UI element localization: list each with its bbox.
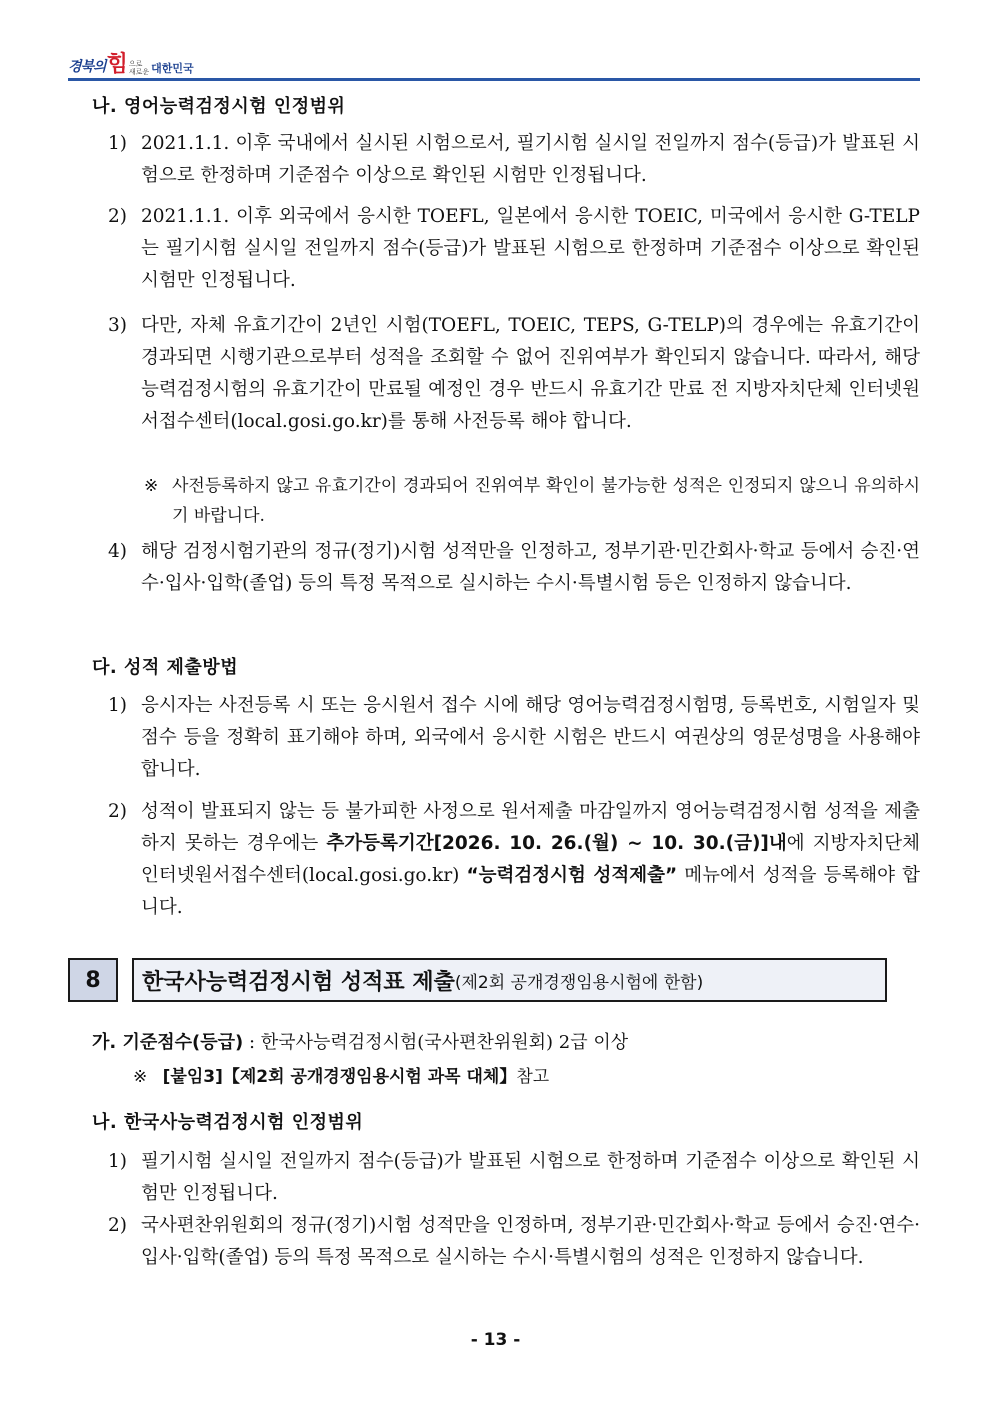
note-reference: [붙임3]【제2회 공개경쟁임용시험 과목 대체】	[162, 1067, 517, 1087]
section-heading-english-range: 나. 영어능력검정시험 인정범위	[92, 96, 346, 117]
section-heading-korean-history-range: 나. 한국사능력검정시험 인정범위	[92, 1112, 364, 1133]
list-item	[108, 310, 920, 438]
item-number: 1)	[108, 695, 127, 716]
note	[144, 471, 920, 531]
section-title	[132, 958, 887, 1002]
section-title-sub: (제2회 공개경쟁임용시험에 한함)	[454, 972, 704, 993]
logo-brand: 대한민국	[151, 62, 194, 75]
item-number: 1)	[108, 1151, 127, 1172]
section-8-header	[68, 958, 888, 1004]
item-number: 3)	[108, 315, 127, 336]
list-item	[108, 128, 920, 192]
item-text: 해당 검정시험기관의 정규(정기)시험 성적만을 인정하고, 정부기관·민간회사·학교 등에서 승진·연수·입사·입학(졸업) 등의 특정 목적으로 실시하는 수시·특별시험 등은 인정하지 않습니다.	[141, 541, 920, 594]
list-item	[108, 1210, 920, 1274]
criteria-heading: 가. 기준점수(등급)	[92, 1032, 244, 1053]
logo-small-2: 새로운	[128, 68, 150, 76]
logo-mark: 힘	[106, 52, 128, 77]
item-text: 응시자는 사전등록 시 또는 응시원서 접수 시에 해당 영어능력검정시험명, 등록번호, 시험일자 및 점수 등을 정확히 표기해야 하며, 외국에서 응시한 시험은 반드시 여권상의 영문성명을 사용해야 합니다.	[141, 695, 920, 780]
gyeongbuk-logo	[68, 50, 194, 76]
item-text-part: 에 지방자치단체 인터넷원서접수센터(local.gosi.go.kr)	[141, 833, 921, 886]
page-header	[68, 48, 920, 82]
list-item	[108, 201, 920, 297]
page-number: - 13 -	[470, 1330, 521, 1350]
logo-script: 경북의	[68, 59, 106, 75]
menu-name: “능력검정시험 성적제출”	[466, 865, 678, 886]
list-item	[108, 690, 920, 786]
item-text: 2021.1.1. 이후 국내에서 실시된 시험으로서, 필기시험 실시일 전일까지 점수(등급)가 발표된 시험으로 한정하며 기준점수 이상으로 확인된 시험만 인정됩니다.	[141, 133, 920, 186]
criteria-note	[133, 1062, 549, 1087]
note-rest: 참고	[516, 1067, 550, 1087]
item-number: 2)	[108, 1215, 127, 1236]
item-text: 필기시험 실시일 전일까지 점수(등급)가 발표된 시험으로 한정하며 기준점수 이상으로 확인된 시험만 인정됩니다.	[141, 1151, 920, 1204]
item-text-part: 메뉴에서 성적을 등록해야 합니다.	[141, 865, 920, 918]
section-number: 8	[68, 958, 118, 1002]
note-text: 사전등록하지 않고 유효기간이 경과되어 진위여부 확인이 불가능한 성적은 인정되지 않으니 유의하시기 바랍니다.	[172, 476, 920, 526]
logo-small-text	[129, 60, 149, 76]
section-heading-submission: 다. 성적 제출방법	[92, 657, 239, 678]
item-number: 1)	[108, 133, 127, 154]
note-mark: ※	[133, 1067, 148, 1087]
item-text: 2021.1.1. 이후 외국에서 응시한 TOEFL, 일본에서 응시한 TOEIC, 미국에서 응시한 G-TELP는 필기시험 실시일 전일까지 점수(등급)가 발표된 시험으로 한정하며 기준점수 이상으로 확인된 시험만 인정됩니다.	[141, 206, 920, 291]
item-number: 2)	[108, 801, 127, 822]
registration-period: 추가등록기간[2026. 10. 26.(월) ~ 10. 30.(금)]내	[326, 833, 787, 854]
item-text: 국사편찬위원회의 정규(정기)시험 성적만을 인정하며, 정부기관·민간회사·학교 등에서 승진·연수·입사·입학(졸업) 등의 특정 목적으로 실시하는 수시·특별시험의 성적은 인정하지 않습니다.	[141, 1215, 920, 1268]
section-title-main: 한국사능력검정시험 성적표 제출	[142, 969, 455, 995]
item-text-part: 성적이 발표되지 않는 등 불가피한 사정으로 원서제출 마감일까지 영어능력검정시험 성적을 제출하지 못하는 경우에는	[141, 801, 920, 854]
list-item	[108, 1146, 920, 1210]
item-number: 4)	[108, 541, 127, 562]
item-number: 2)	[108, 206, 127, 227]
item-text: 다만, 자체 유효기간이 2년인 시험(TOEFL, TOEIC, TEPS, G-TELP)의 경우에는 유효기간이 경과되면 시행기관으로부터 성적을 조회할 수 없어 진위여부가 확인되지 않습니다. 따라서, 해당 능력검정시험의 유효기간이 만료될 예정인 경우 반드시 유효기간 만료 전 지방자치단체 인터넷원서접수센터(local.gosi.go.kr)를 통해 사전등록 해야 합니다.	[141, 315, 920, 432]
note-mark: ※	[144, 476, 159, 496]
header-divider	[68, 78, 920, 81]
criteria-text: : 한국사능력검정시험(국사편찬위원회) 2급 이상	[243, 1032, 629, 1053]
list-item	[108, 796, 920, 924]
criteria-line	[92, 1028, 628, 1054]
logo-small-1: 으로	[128, 60, 143, 68]
list-item	[108, 536, 920, 600]
item-text	[141, 796, 920, 924]
